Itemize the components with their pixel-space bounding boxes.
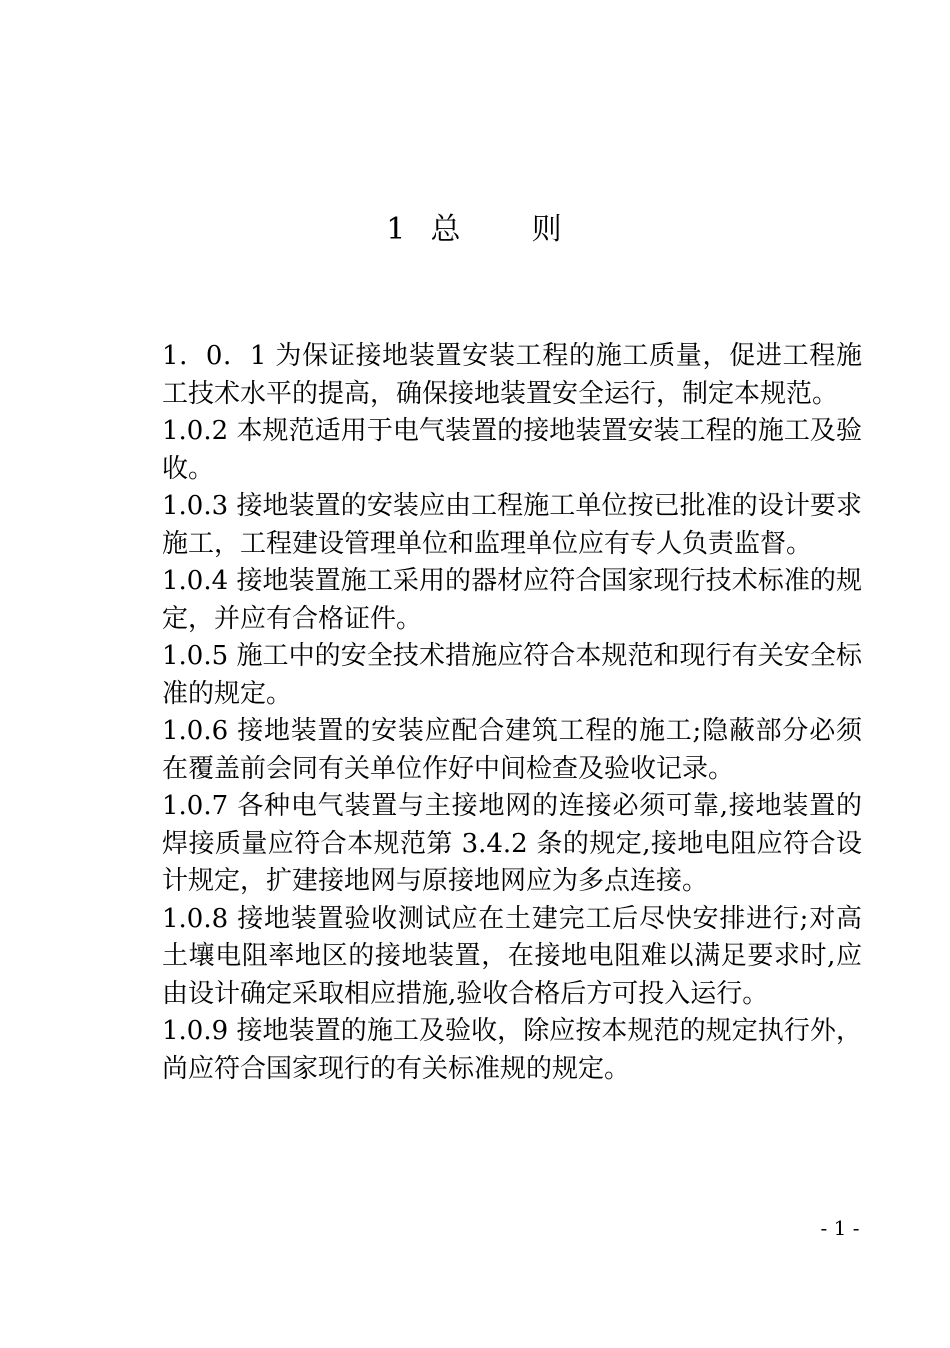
clause-1-0-9: 1.0.9 接地装置的施工及验收，除应按本规范的规定执行外，尚应符合国家现行的有关标准规的规定。 [162, 1016, 862, 1084]
clause-1-0-3: 1.0.3 接地装置的安装应由工程施工单位按已批准的设计要求施工，工程建设管理单位和监理单位应有专人负责监督。 [162, 491, 862, 559]
clause-1-0-8: 1.0.8 接地装置验收测试应在土建完工后尽快安排进行;对高土壤电阻率地区的接地装置，在接地电阻难以满足要求时,应由设计确定采取相应措施,验收合格后方可投入运行。 [162, 903, 862, 1009]
clause-1-0-6: 1.0.6 接地装置的安装应配合建筑工程的施工;隐蔽部分必须在覆盖前会同有关单位作好中间检查及验收记录。 [162, 716, 862, 784]
clause-1-0-2: 1.0.2 本规范适用于电气装置的接地装置安装工程的施工及验收。 [162, 416, 862, 484]
clause-1-0-7: 1.0.7 各种电气装置与主接地网的连接必须可靠,接地装置的焊接质量应符合本规范第 3.4.2 条的规定,接地电阻应符合设计规定，扩建接地网与原接地网应为多点连接。 [162, 791, 862, 896]
chapter-title: 1 总 则 [386, 212, 564, 247]
page-number: - 1 - [820, 1216, 860, 1240]
clause-1-0-5: 1.0.5 施工中的安全技术措施应符合本规范和现行有关安全标准的规定。 [162, 641, 862, 709]
clause-1-0-1: 1．0．1 为保证接地装置安装工程的施工质量，促进工程施工技术水平的提高，确保接地装置安全运行，制定本规范。 [162, 341, 862, 409]
clause-list [162, 338, 862, 1088]
clause-1-0-4: 1.0.4 接地装置施工采用的器材应符合国家现行技术标准的规定，并应有合格证件。 [162, 566, 862, 634]
